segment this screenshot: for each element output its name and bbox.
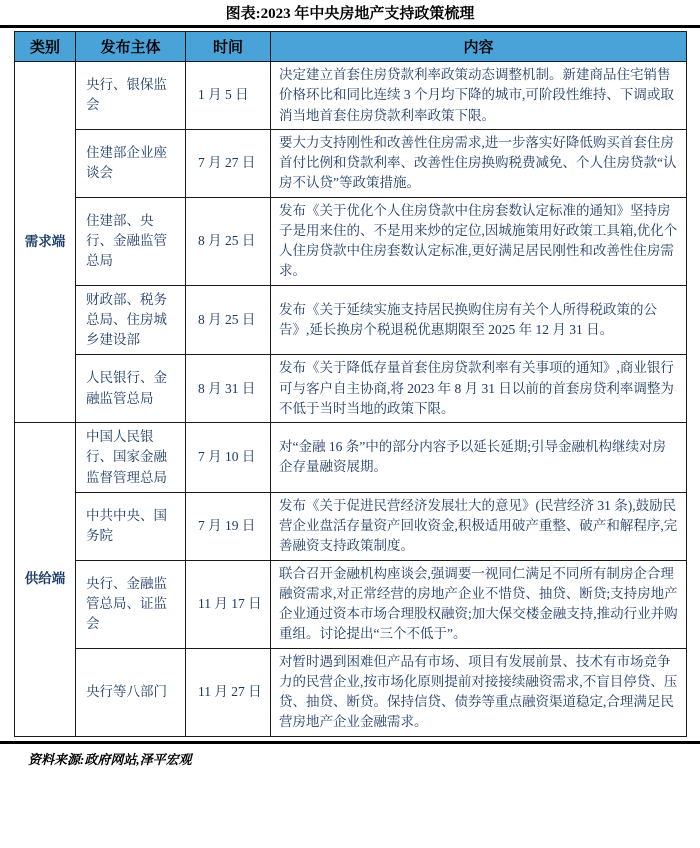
header-row [15,32,687,62]
date-cell: 1 月 5 日 [186,62,271,130]
publisher-cell: 中国人民银行、国家金融监督管理总局 [76,423,186,493]
publisher-cell: 央行等八部门 [76,648,186,736]
table-row [15,285,687,355]
date-cell: 8 月 25 日 [186,197,271,285]
date-cell: 11 月 17 日 [186,560,271,648]
content-cell: 发布《关于降低存量首套住房贷款利率有关事项的通知》,商业银行可与客户自主协商,将 2023 年 8 月 31 日以前的首套房贷利率调整为不低于当时当地的政策下限。 [271,355,687,423]
table-row [15,560,687,648]
policy-table [14,31,687,737]
date-cell: 11 月 27 日 [186,648,271,736]
date-cell: 7 月 10 日 [186,423,271,493]
source-note: 资料来源:政府网站,泽平宏观 [28,751,192,767]
date-cell: 7 月 27 日 [186,129,271,197]
content-cell: 联合召开金融机构座谈会,强调要一视同仁满足不同所有制房企合理融资需求,对正常经营的房地产企业不惜贷、抽贷、断贷;支持房地产企业通过资本市场合理股权融资;加大保交楼金融支持,推动行业并购重组。讨论提出“三个不低于”。 [271,560,687,648]
table-row [15,423,687,493]
category-cell-supply: 供给端 [15,423,76,737]
header-date: 时间 [186,32,271,62]
publisher-cell: 人民银行、金融监管总局 [76,355,186,423]
publisher-cell: 央行、金融监管总局、证监会 [76,560,186,648]
category-cell-demand: 需求端 [15,62,76,423]
table-row [15,648,687,736]
publisher-cell: 央行、银保监会 [76,62,186,130]
table-row [15,355,687,423]
content-cell: 决定建立首套住房贷款利率政策动态调整机制。新建商品住宅销售价格环比和同比连续 3 个月均下降的城市,可阶段性维持、下调或取消当地首套住房贷款利率政策下限。 [271,62,687,130]
page-title: 图表:2023 年中央房地产支持政策梳理 [225,6,475,22]
content-cell: 对“金融 16 条”中的部分内容予以延长延期;引导金融机构继续对房企存量融资展期。 [271,423,687,493]
table-row [15,129,687,197]
publisher-cell: 住建部企业座谈会 [76,129,186,197]
header-publisher: 发布主体 [76,32,186,62]
date-cell: 8 月 25 日 [186,285,271,355]
publisher-cell: 中共中央、国务院 [76,492,186,560]
content-cell: 要大力支持刚性和改善性住房需求,进一步落实好降低购买首套住房首付比例和贷款利率、改善性住房换购税费减免、个人住房贷款“认房不认贷”等政策措施。 [271,129,687,197]
content-cell: 发布《关于优化个人住房贷款中住房套数认定标准的通知》坚持房子是用来住的、不是用来炒的定位,因城施策用好政策工具箱,优化个人住房贷款中住房套数认定标准,更好满足居民刚性和改善性住房需求。 [271,197,687,285]
table-row [15,62,687,130]
date-cell: 8 月 31 日 [186,355,271,423]
header-content: 内容 [271,32,687,62]
date-cell: 7 月 19 日 [186,492,271,560]
content-cell: 对暂时遇到困难但产品有市场、项目有发展前景、技术有市场竞争力的民营企业,按市场化原则提前对接接续融资需求,不盲目停贷、压贷、抽贷、断贷。保持信贷、债券等重点融资渠道稳定,合理满足民营房地产企业金融需求。 [271,648,687,736]
table-row [15,492,687,560]
content-cell: 发布《关于促进民营经济发展壮大的意见》(民营经济 31 条),鼓励民营企业盘活存量资产回收资金,积极适用破产重整、破产和解程序,完善融资支持政策制度。 [271,492,687,560]
publisher-cell: 住建部、央行、金融监管总局 [76,197,186,285]
header-category: 类别 [15,32,76,62]
publisher-cell: 财政部、税务总局、住房城乡建设部 [76,285,186,355]
table-container [0,28,700,741]
content-cell: 发布《关于延续实施支持居民换购住房有关个人所得税政策的公告》,延长换房个税退税优惠期限至 2025 年 12 月 31 日。 [271,285,687,355]
table-row [15,197,687,285]
